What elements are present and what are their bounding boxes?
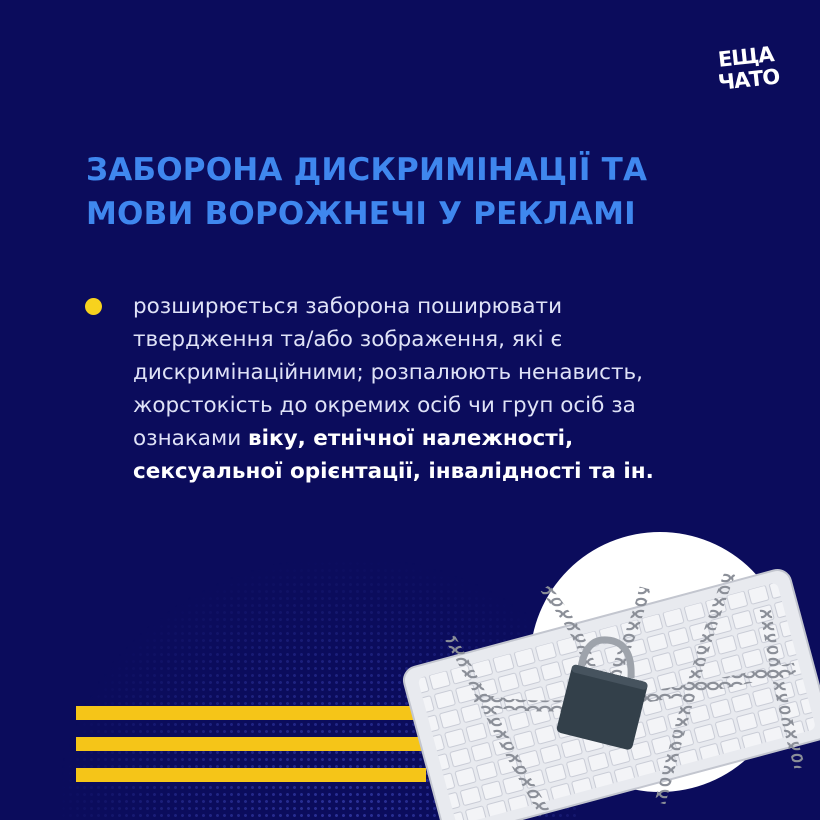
yellow-stripe-1 — [76, 706, 426, 720]
bullet-line-3: дискримінаційними; розпалюють ненависть, — [133, 360, 644, 385]
bullet-text — [133, 290, 753, 488]
logo-line-1: ЕЩА — [716, 42, 775, 72]
yellow-stripe-2 — [76, 737, 426, 751]
bullet-line-6 — [133, 455, 753, 488]
chained-keyboard-illustration — [395, 548, 820, 820]
bullet-line-6-bold: сексуальної орієнтації, інвалідності та ін. — [133, 459, 654, 484]
bullet-line-5-bold: віку, етнічної належності, — [248, 426, 574, 451]
page-title — [86, 148, 647, 236]
logo-line-2: ЧАТО — [716, 64, 781, 95]
brand-logo — [716, 42, 792, 110]
title-line-1: ЗАБОРОНА ДИСКРИМІНАЦІЇ ТА — [86, 152, 648, 188]
bullet-line-5-plain: ознаками — [133, 426, 249, 451]
title-line-2: МОВИ ВОРОЖНЕЧІ У РЕКЛАМІ — [86, 196, 636, 232]
bullet-dot-icon — [85, 298, 102, 315]
bullet-line-2: твердження та/або зображення, які є — [133, 327, 563, 352]
bullet-line-5 — [133, 422, 753, 455]
bullet-line-1: розширюється заборона поширювати — [133, 294, 563, 319]
yellow-stripe-3 — [76, 768, 426, 782]
bullet-line-4: жорстокість до окремих осіб чи груп осіб за — [133, 393, 636, 418]
